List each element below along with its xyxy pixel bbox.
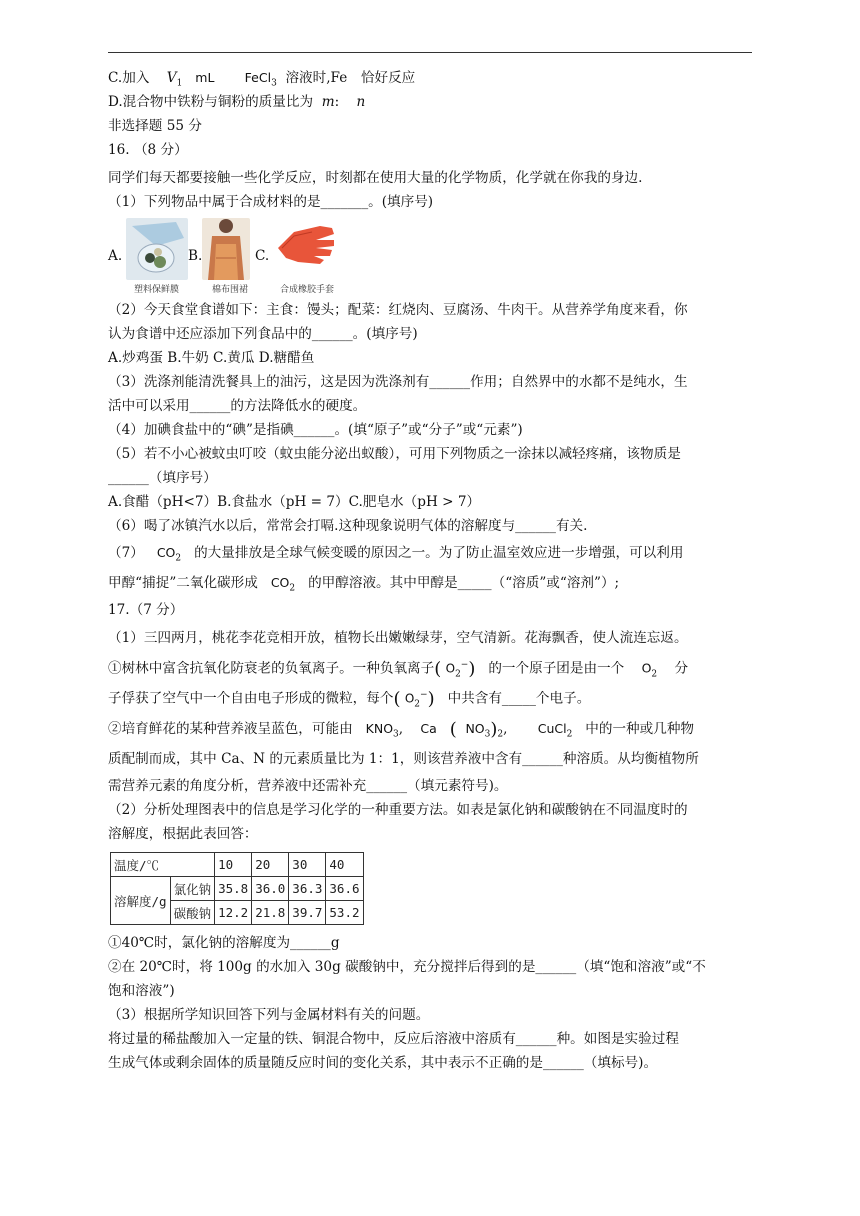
- cotton-apron-image: [202, 218, 250, 280]
- q16-part2-options: A.炒鸡蛋 B.牛奶 C.黄瓜 D.糖醋鱼: [108, 350, 315, 366]
- table-cell: 12.2: [215, 901, 252, 925]
- table-row: [111, 877, 364, 901]
- q16-part3-line2: 活中可以采用______的方法降低水的硬度。: [108, 398, 367, 414]
- q17-part2-q2-line1: ②在 20℃时，将 100g 的水加入 30g 碳酸钠中，充分搅拌后得到的是______（填“饱和溶液”或“不: [108, 959, 706, 975]
- table-temp-cell: 10: [215, 853, 252, 877]
- q16-part1: （1）下列物品中属于合成材料的是_______。(填序号): [108, 194, 434, 210]
- option-d: D.混合物中铁粉与铜粉的质量比为 m: n: [108, 94, 366, 110]
- plastic-wrap-image: [126, 218, 188, 280]
- table-substance-name: 氯化钠: [170, 877, 215, 901]
- q16-part4: （4）加碘食盐中的“碘”是指碘______。(填“原子”或“分子”或“元素”): [108, 422, 523, 438]
- q16-part5-line1: （5）若不小心被蚊虫叮咬（蚊虫能分泌出蚁酸），可用下列物质之一涂抹以减轻疼痛，该物质是: [108, 446, 681, 462]
- q16-intro: 同学们每天都要接触一些化学反应，时刻都在使用大量的化学物质，化学就在你我的身边.: [108, 170, 643, 186]
- option-b-caption: 棉布围裙: [212, 285, 249, 295]
- table-cell: 36.6: [326, 877, 363, 901]
- q16-part3-line1: （3）洗涤剂能清洗餐具上的油污，这是因为洗涤剂有______作用；自然界中的水都不是纯水，生: [108, 374, 688, 390]
- table-temp-cell: 20: [252, 853, 289, 877]
- table-cell: 35.8: [215, 877, 252, 901]
- q17-part2-q2-line2: 饱和溶液”): [108, 983, 175, 999]
- q17-part3: （3）根据所学知识回答下列与金属材料有关的问题。: [108, 1007, 430, 1023]
- q16-part5-line2: ______（填序号）: [108, 470, 217, 486]
- table-temp-cell: 30: [289, 853, 326, 877]
- table-cell: 36.3: [289, 877, 326, 901]
- table-temp-cell: 40: [326, 853, 363, 877]
- table-cell: 36.0: [252, 877, 289, 901]
- q17-part1-line-d: 质配制而成，其中 Ca、N 的元素质量比为 1：1，则该营养液中含有______种溶质。从均衡植物所: [108, 751, 699, 767]
- rubber-glove-image: [272, 218, 340, 280]
- option-c-caption: 合成橡胶手套: [280, 285, 335, 295]
- q16-part7-line2: 甲醇“捕捉”二氧化碳形成 $CO_2$ 的甲醇溶液。其中甲醇是_____（“溶质”或“溶剂”）;: [108, 575, 620, 594]
- table-header-row: [111, 853, 364, 877]
- q17-part3-line2: 生成气体或剩余固体的质量随反应时间的变化关系，其中表示不正确的是______（填标号)。: [108, 1055, 658, 1071]
- table-solubility-label: 溶解度/g: [111, 877, 171, 925]
- table-cell: 39.7: [289, 901, 326, 925]
- q16-part6: （6）喝了冰镇汽水以后，常常会打嗝.这种现象说明气体的溶解度与______有关.: [108, 518, 588, 534]
- q17-part1-line-c: ②培育鲜花的某种营养液呈蓝色，可能由 $KNO_3$, Ca ( $NO_3)_2$, CuCl$_2$ 中的一种或几种物: [108, 719, 695, 740]
- q16-part7-line1: （7） $CO_2$ 的大量排放是全球气候变暖的原因之一。为了防止温室效应进一步增强，可以利用: [108, 545, 684, 564]
- option-a-caption: 塑料保鲜膜: [134, 285, 180, 295]
- q16-part2-line1: （2）今天食堂食谱如下：主食：馒头；配菜：红烧肉、豆腐汤、牛肉干。从营养学角度来看，你: [108, 302, 688, 318]
- table-temp-label: 温度/℃: [111, 853, 215, 877]
- q16-options-images: [108, 218, 752, 296]
- section-title: 非选择题 55 分: [108, 118, 202, 134]
- option-b-label: B.: [188, 248, 203, 264]
- option-c: C.加入 $V_1$ mL FeCl$_3$ 溶液时,Fe 恰好反应: [108, 70, 416, 89]
- q17-part2-line2: 溶解度，根据此表回答：: [108, 826, 258, 842]
- q16-part5-options: A.食醋（pH<7）B.食盐水（pH = 7）C.肥皂水（pH > 7）: [108, 494, 481, 510]
- table-substance-name: 碳酸钠: [170, 901, 215, 925]
- q17-part2-q1: ①40℃时，氯化钠的溶解度为______g: [108, 935, 340, 951]
- exam-page: [108, 66, 752, 1075]
- q17-part3-line1: 将过量的稀盐酸加入一定量的铁、铜混合物中，反应后溶液中溶质有______种。如图是实验过程: [108, 1031, 679, 1047]
- q17-part1-line-e: 需营养元素的角度分析，营养液中还需补充______（填元素符号)。: [108, 778, 508, 794]
- table-cell: 53.2: [326, 901, 363, 925]
- solubility-table: [110, 852, 364, 925]
- q16-heading: 16. （8 分）: [108, 142, 188, 158]
- q17-part2-line1: （2）分析处理图表中的信息是学习化学的一种重要方法。如表是氯化钠和碳酸钠在不同温度时的: [108, 802, 688, 818]
- q17-heading: 17.（7 分）: [108, 602, 184, 618]
- q17-part1-line-b: 子俘获了空气中一个自由电子形成的微粒，每个( $O_2^-$) 中共含有_____个电子。: [108, 688, 591, 710]
- header-rule: [108, 52, 752, 53]
- q16-part2-line2: 认为食谱中还应添加下列食品中的______。(填序号): [108, 326, 418, 342]
- q17-part1: （1）三四两月，桃花李花竞相开放，植物长出嫩嫩绿芽，空气清新。花海飘香，使人流连忘返。: [108, 630, 688, 646]
- option-a-label: A.: [108, 248, 123, 264]
- option-c-label: C.: [255, 248, 270, 264]
- table-cell: 21.8: [252, 901, 289, 925]
- q17-part1-line-a: ①树林中富含抗氧化防衰老的负氧离子。一种负氧离子( $O_2^-$) 的一个原子团是由一个 $O_2$ 分: [108, 658, 689, 680]
